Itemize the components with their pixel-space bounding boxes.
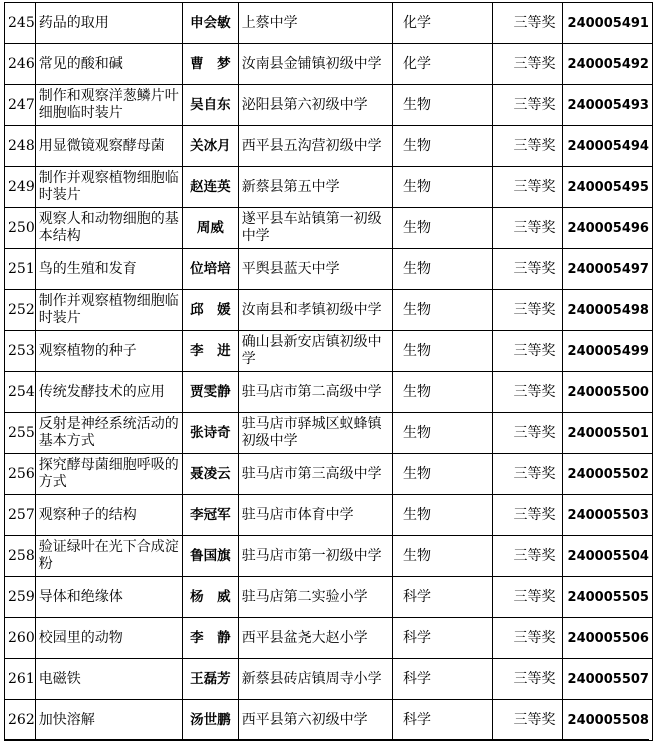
school-name-cell: 驻马店市体育中学	[238, 495, 392, 536]
award-level-cell: 三等奖	[493, 495, 562, 536]
table-row	[5, 495, 653, 536]
row-number-cell: 259	[5, 577, 36, 618]
award-level-cell: 三等奖	[493, 700, 562, 741]
teacher-name-cell: 聂凌云	[183, 454, 239, 495]
table-row	[5, 700, 653, 741]
project-title-cell: 制作并观察植物细胞临时装片	[35, 290, 182, 331]
table-row	[5, 44, 653, 85]
subject-cell: 生物	[392, 249, 493, 290]
subject-cell: 生物	[392, 536, 493, 577]
teacher-name-cell: 贾雯静	[183, 372, 239, 413]
project-title-cell: 探究酵母菌细胞呼吸的方式	[35, 454, 182, 495]
project-title-cell: 导体和绝缘体	[35, 577, 182, 618]
teacher-name-cell: 鲁国旗	[183, 536, 239, 577]
teacher-name-cell: 李 静	[183, 618, 239, 659]
teacher-name-cell: 李 进	[183, 331, 239, 372]
table-row	[5, 413, 653, 454]
teacher-name-cell: 关冰月	[183, 126, 239, 167]
project-title-cell: 制作并观察植物细胞临时装片	[35, 167, 182, 208]
project-title-cell: 制作和观察洋葱鳞片叶细胞临时装片	[35, 85, 182, 126]
teacher-name-cell: 位培培	[183, 249, 239, 290]
table-row	[5, 577, 653, 618]
table-row	[5, 3, 653, 44]
project-title-cell: 校园里的动物	[35, 618, 182, 659]
table-row	[5, 659, 653, 700]
subject-cell: 生物	[392, 454, 493, 495]
subject-cell: 生物	[392, 167, 493, 208]
row-number-cell: 254	[5, 372, 36, 413]
subject-cell: 生物	[392, 372, 493, 413]
subject-cell: 科学	[392, 618, 493, 659]
award-level-cell: 三等奖	[493, 618, 562, 659]
project-title-cell: 验证绿叶在光下合成淀粉	[35, 536, 182, 577]
subject-cell: 生物	[392, 85, 493, 126]
school-name-cell: 西平县第六初级中学	[238, 700, 392, 741]
award-level-cell: 三等奖	[493, 85, 562, 126]
award-level-cell: 三等奖	[493, 167, 562, 208]
project-title-cell: 观察植物的种子	[35, 331, 182, 372]
school-name-cell: 汝南县金铺镇初级中学	[238, 44, 392, 85]
subject-cell: 生物	[392, 413, 493, 454]
teacher-name-cell: 周威	[183, 208, 239, 249]
school-name-cell: 汝南县和孝镇初级中学	[238, 290, 392, 331]
school-name-cell: 驻马店市第三高级中学	[238, 454, 392, 495]
school-name-cell: 驻马店市第二高级中学	[238, 372, 392, 413]
project-title-cell: 传统发酵技术的应用	[35, 372, 182, 413]
table-row	[5, 126, 653, 167]
table-row	[5, 536, 653, 577]
school-name-cell: 新蔡县砖店镇周寺小学	[238, 659, 392, 700]
project-title-cell: 常见的酸和碱	[35, 44, 182, 85]
school-name-cell: 平舆县蓝天中学	[238, 249, 392, 290]
table-row	[5, 618, 653, 659]
subject-cell: 科学	[392, 577, 493, 618]
project-title-cell: 观察种子的结构	[35, 495, 182, 536]
certificate-number-cell: 240005505	[562, 577, 652, 618]
subject-cell: 生物	[392, 208, 493, 249]
certificate-number-cell: 240005501	[562, 413, 652, 454]
project-title-cell: 电磁铁	[35, 659, 182, 700]
teacher-name-cell: 申会敏	[183, 3, 239, 44]
school-name-cell: 确山县新安店镇初级中学	[238, 331, 392, 372]
table-body	[5, 3, 653, 741]
project-title-cell: 加快溶解	[35, 700, 182, 741]
award-level-cell: 三等奖	[493, 659, 562, 700]
certificate-number-cell: 240005496	[562, 208, 652, 249]
certificate-number-cell: 240005493	[562, 85, 652, 126]
subject-cell: 生物	[392, 495, 493, 536]
subject-cell: 化学	[392, 44, 493, 85]
table-row	[5, 454, 653, 495]
subject-cell: 生物	[392, 126, 493, 167]
teacher-name-cell: 吴自东	[183, 85, 239, 126]
table-row	[5, 372, 653, 413]
project-title-cell: 鸟的生殖和发育	[35, 249, 182, 290]
award-level-cell: 三等奖	[493, 249, 562, 290]
certificate-number-cell: 240005499	[562, 331, 652, 372]
certificate-number-cell: 240005498	[562, 290, 652, 331]
certificate-number-cell: 240005504	[562, 536, 652, 577]
table-row	[5, 167, 653, 208]
teacher-name-cell: 汤世鹏	[183, 700, 239, 741]
school-name-cell: 上蔡中学	[238, 3, 392, 44]
row-number-cell: 252	[5, 290, 36, 331]
row-number-cell: 258	[5, 536, 36, 577]
certificate-number-cell: 240005500	[562, 372, 652, 413]
certificate-number-cell: 240005492	[562, 44, 652, 85]
subject-cell: 化学	[392, 3, 493, 44]
row-number-cell: 262	[5, 700, 36, 741]
teacher-name-cell: 李冠军	[183, 495, 239, 536]
certificate-number-cell: 240005503	[562, 495, 652, 536]
school-name-cell: 驻马店市第一初级中学	[238, 536, 392, 577]
award-level-cell: 三等奖	[493, 413, 562, 454]
teacher-name-cell: 曹 梦	[183, 44, 239, 85]
award-level-cell: 三等奖	[493, 577, 562, 618]
certificate-number-cell: 240005507	[562, 659, 652, 700]
teacher-name-cell: 邱 媛	[183, 290, 239, 331]
table-row	[5, 249, 653, 290]
project-title-cell: 用显微镜观察酵母菌	[35, 126, 182, 167]
award-level-cell: 三等奖	[493, 372, 562, 413]
row-number-cell: 255	[5, 413, 36, 454]
subject-cell: 生物	[392, 290, 493, 331]
row-number-cell: 256	[5, 454, 36, 495]
award-level-cell: 三等奖	[493, 290, 562, 331]
certificate-number-cell: 240005508	[562, 700, 652, 741]
subject-cell: 科学	[392, 659, 493, 700]
teacher-name-cell: 赵连英	[183, 167, 239, 208]
award-list-table	[4, 2, 653, 741]
award-level-cell: 三等奖	[493, 536, 562, 577]
certificate-number-cell: 240005491	[562, 3, 652, 44]
row-number-cell: 253	[5, 331, 36, 372]
award-level-cell: 三等奖	[493, 44, 562, 85]
row-number-cell: 247	[5, 85, 36, 126]
certificate-number-cell: 240005497	[562, 249, 652, 290]
award-level-cell: 三等奖	[493, 454, 562, 495]
row-number-cell: 250	[5, 208, 36, 249]
award-level-cell: 三等奖	[493, 126, 562, 167]
certificate-number-cell: 240005506	[562, 618, 652, 659]
certificate-number-cell: 240005494	[562, 126, 652, 167]
row-number-cell: 246	[5, 44, 36, 85]
row-number-cell: 261	[5, 659, 36, 700]
certificate-number-cell: 240005495	[562, 167, 652, 208]
school-name-cell: 新蔡县第五中学	[238, 167, 392, 208]
row-number-cell: 249	[5, 167, 36, 208]
school-name-cell: 遂平县车站镇第一初级中学	[238, 208, 392, 249]
school-name-cell: 驻马店市驿城区蚁蜂镇初级中学	[238, 413, 392, 454]
row-number-cell: 251	[5, 249, 36, 290]
school-name-cell: 泌阳县第六初级中学	[238, 85, 392, 126]
row-number-cell: 260	[5, 618, 36, 659]
teacher-name-cell: 王磊芳	[183, 659, 239, 700]
project-title-cell: 反射是神经系统活动的基本方式	[35, 413, 182, 454]
school-name-cell: 驻马店第二实验小学	[238, 577, 392, 618]
row-number-cell: 257	[5, 495, 36, 536]
row-number-cell: 248	[5, 126, 36, 167]
subject-cell: 生物	[392, 331, 493, 372]
table-row	[5, 208, 653, 249]
teacher-name-cell: 张诗奇	[183, 413, 239, 454]
project-title-cell: 观察人和动物细胞的基本结构	[35, 208, 182, 249]
table-row	[5, 331, 653, 372]
subject-cell: 科学	[392, 700, 493, 741]
table-row	[5, 85, 653, 126]
table-row	[5, 290, 653, 331]
school-name-cell: 西平县五沟营初级中学	[238, 126, 392, 167]
row-number-cell: 245	[5, 3, 36, 44]
award-level-cell: 三等奖	[493, 3, 562, 44]
school-name-cell: 西平县盆尧大赵小学	[238, 618, 392, 659]
project-title-cell: 药品的取用	[35, 3, 182, 44]
certificate-number-cell: 240005502	[562, 454, 652, 495]
award-level-cell: 三等奖	[493, 331, 562, 372]
teacher-name-cell: 杨 威	[183, 577, 239, 618]
award-level-cell: 三等奖	[493, 208, 562, 249]
